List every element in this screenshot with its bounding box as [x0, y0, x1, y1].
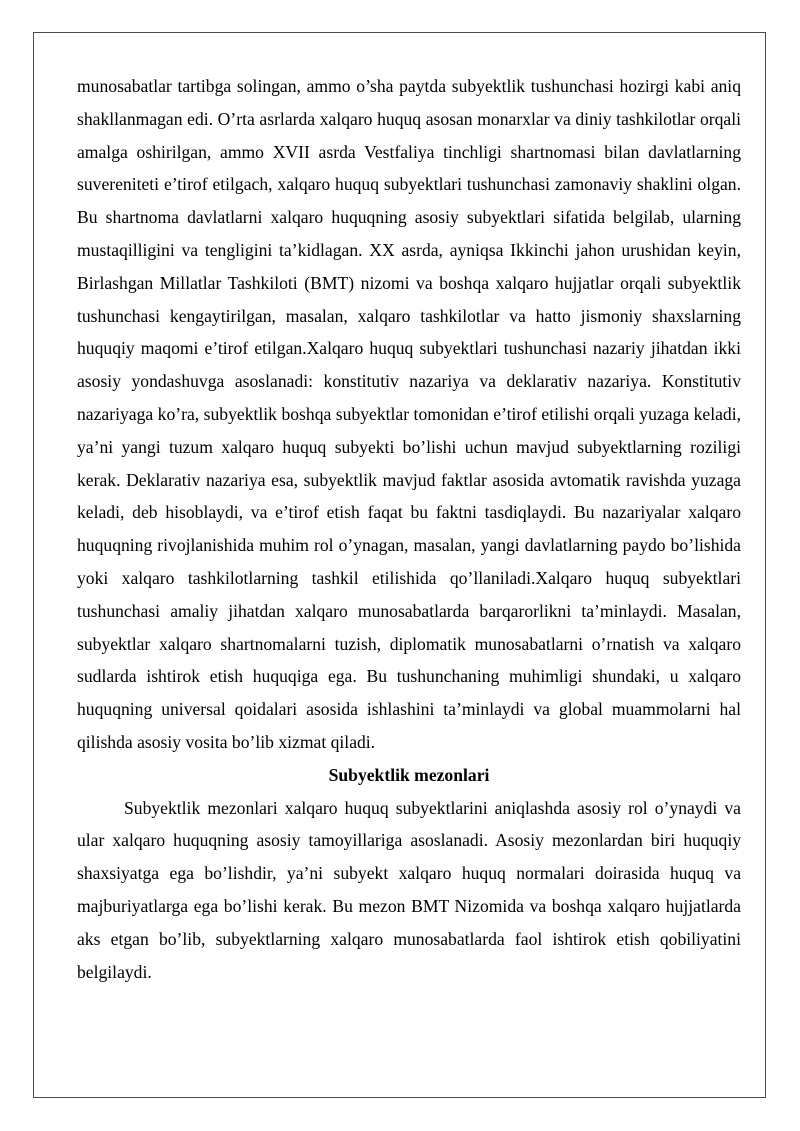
document-body	[77, 70, 741, 988]
section-heading: Subyektlik mezonlari	[328, 764, 490, 785]
body-paragraph-indented: Subyektlik mezonlari xalqaro huquq subyektlarini aniqlashda asosiy rol o’ynaydi va ular xalqaro huquqning asosiy tamoyillariga asoslanadi. Asosiy mezonlardan biri huquqiy shaxsiyatga ega bo’lishdir, ya’ni subyekt xalqaro huquq normalari doirasida huquq va majburiyatlarga ega bo’lishi kerak. Bu mezon BMT Nizomida va boshqa xalqaro hujjatlarda aks etgan bo’lib, subyektlarning xalqaro munosabatlarda faol ishtirok etish qobiliyatini belgilaydi.	[77, 797, 741, 982]
body-paragraph: munosabatlar tartibga solingan, ammo o’sha paytda subyektlik tushunchasi hozirgi kabi aniq shakllanmagan edi. O’rta asrlarda xalqaro huquq asosan monarxlar va diniy tashkilotlar orqali amalga oshirilgan, ammo XVII asrda Vestfaliya tinchligi shartnomasi bilan davlatlarning suvereniteti e’tirof etilgach, xalqaro huquq subyektlari tushunchasi zamonaviy shaklini olgan. Bu shartnoma davlatlarni xalqaro huquqning asosiy subyektlari sifatida belgilab, ularning mustaqilligini va tengligini ta’kidlagan. XX asrda, ayniqsa Ikkinchi jahon urushidan keyin, Birlashgan Millatlar Tashkiloti (BMT) nizomi va boshqa xalqaro hujjatlar orqali subyektlik tushunchasi kengaytirilgan, masalan, xalqaro tashkilotlar va hatto jismoniy shaxslarning huquqiy maqomi e’tirof etilgan.Xalqaro huquq subyektlari tushunchasi nazariy jihatdan ikki asosiy yondashuvga asoslanadi: konstitutiv nazariya va deklarativ nazariya. Konstitutiv nazariyaga ko’ra, subyektlik boshqa subyektlar tomonidan e’tirof etilishi orqali yuzaga keladi, ya’ni yangi tuzum xalqaro huquq subyekti bo’lishi uchun mavjud subyektlarning roziligi kerak. Deklarativ nazariya esa, subyektlik mavjud faktlar asosida avtomatik ravishda yuzaga keladi, deb hisoblaydi, va e’tirof etish faqat bu faktni tasdiqlaydi. Bu nazariyalar xalqaro huquqning rivojlanishida muhim rol o’ynagan, masalan, yangi davlatlarning paydo bo’lishida yoki xalqaro tashkilotlarning tashkil etilishida qo’llaniladi.Xalqaro huquq subyektlari tushunchasi amaliy jihatdan xalqaro munosabatlarda barqarorlikni ta’minlaydi. Masalan, subyektlar xalqaro shartnomalarni tuzish, diplomatik munosabatlarni o’rnatish va xalqaro sudlarda ishtirok etish huquqiga ega. Bu tushunchaning muhimligi shundaki, u xalqaro huquqning universal qoidalari asosida ishlashini ta’minlaydi va global muammolarni hal qilishda asosiy vosita bo’lib xizmat qiladi.	[77, 76, 741, 752]
